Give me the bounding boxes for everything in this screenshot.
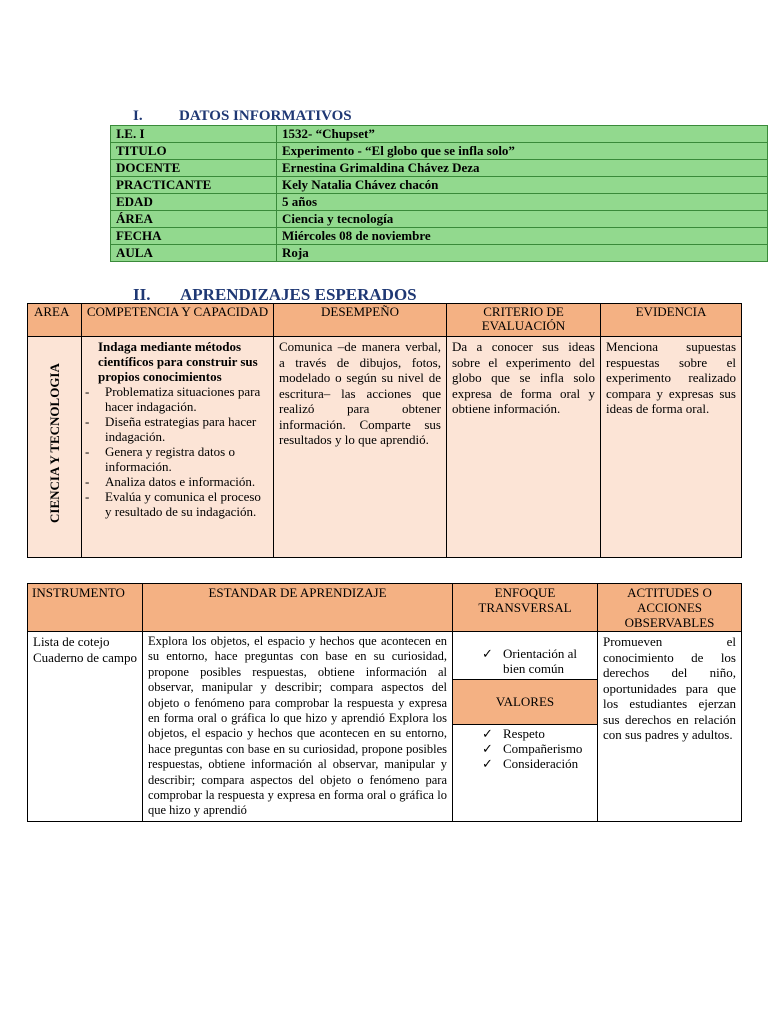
datos-label: EDAD [111,194,277,211]
actitudes-cell: Promueven el conocimiento de los derechos del niño, oportunidades para que los estudiantes ejerzan sus derechos en relación con sus padres y adultos. [598,632,742,822]
table-row [111,211,768,228]
datos-informativos-table [110,125,768,262]
table-row [111,143,768,160]
header-competencia: COMPETENCIA Y CAPACIDAD [82,304,274,337]
header-actitudes: ACTITUDES O ACCIONES OBSERVABLES [598,584,742,632]
datos-value: 5 años [277,194,768,211]
datos-value: Miércoles 08 de noviembre [277,228,768,245]
enfoque-cell [453,632,598,822]
enfoque-top [453,632,597,680]
list-item [453,756,597,771]
table-row [111,194,768,211]
header-criterio: CRITERIO DE EVALUACIÓN [447,304,601,337]
instrumento-item: Cuaderno de campo [33,649,137,665]
section-heading-datos [133,108,352,125]
area-cell [28,337,82,558]
header-estandar: ESTANDAR DE APRENDIZAJE [143,584,453,632]
list-item: - Problematiza situaciones para hacer indagación. [82,384,268,414]
check-icon: ✓ [482,726,493,741]
section-title: DATOS INFORMATIVOS [179,108,352,124]
header-evidencia: EVIDENCIA [601,304,742,337]
datos-value: Roja [277,245,768,262]
header-desempeno: DESEMPEÑO [274,304,447,337]
datos-label: I.E. I [111,126,277,143]
check-icon: ✓ [482,646,493,661]
valores-list [453,726,597,771]
datos-label: PRACTICANTE [111,177,277,194]
section-numeral: I. [133,108,143,124]
list-item: - Genera y registra datos o información. [82,444,268,474]
check-icon: ✓ [482,756,493,771]
evidencia-cell: Menciona supuestas respuestas sobre el experimento realizado compara y expresas sus ideas de forma oral. [601,337,742,558]
datos-label: TITULO [111,143,277,160]
section-numeral: II. [133,285,151,304]
competencia-title: Indaga mediante métodos científicos para construir sus propios conocimientos [98,339,258,384]
instrumento-table [27,583,742,822]
datos-value: 1532- “Chupset” [277,126,768,143]
list-item [453,741,597,756]
list-item: - Evalúa y comunica el proceso y resultado de su indagación. [82,489,268,519]
competencia-cell [82,337,274,558]
table-row [111,160,768,177]
header-enfoque: ENFOQUE TRANSVERSAL [453,584,598,632]
capacidades-list [82,384,268,519]
enfoque-item: Orientación al bien común [503,646,577,676]
valores-label: VALORES [453,680,597,725]
table-row [111,126,768,143]
datos-label: DOCENTE [111,160,277,177]
datos-label: ÁREA [111,211,277,228]
header-area: AREA [28,304,82,337]
table-row [111,245,768,262]
section-heading-aprendizajes [133,285,417,305]
datos-value: Ciencia y tecnología [277,211,768,228]
area-label: CIENCIA Y TECNOLOGIA [46,363,62,524]
estandar-cell: Explora los objetos, el espacio y hechos que acontecen en su entorno, hace preguntas con base en su curiosidad, propone posibles respuestas, obtiene información al observar, manipular y describir; compara aspectos del objeto o fenómeno para comprobar la respuesta y expresa en forma oral o gráfica lo que hizo y aprendió Explora los objetos, el espacio y hechos que acontecen en su entorno, hace preguntas con base en su curiosidad, propone posibles respuestas, obtiene información al observar, manipular y describir; compara aspectos del objeto o fenómeno para comprobar la respuesta y expresa en forma oral o gráfica lo que hizo y aprendió [143,632,453,822]
datos-label: FECHA [111,228,277,245]
criterio-cell: Da a conocer sus ideas sobre el experimento del globo que se infla solo expresa de forma oral y obtiene información. [447,337,601,558]
datos-label: AULA [111,245,277,262]
aprendizajes-table [27,303,742,558]
desempeno-cell: Comunica –de manera verbal, a través de dibujos, fotos, modelado o según su nivel de escritura– las acciones que realizó para obtener información. Comparte sus resultados y lo que aprendió. [274,337,447,558]
table-row [111,177,768,194]
valor-item: Compañerismo [503,741,583,756]
header-instrumento: INSTRUMENTO [28,584,143,632]
valor-item: Respeto [503,726,545,741]
instrumento-cell [28,632,143,822]
list-item: - Diseña estrategias para hacer indagación. [82,414,268,444]
list-item [453,646,593,676]
enfoque-list [453,646,593,676]
section-title: APRENDIZAJES ESPERADOS [180,285,417,304]
datos-value: Ernestina Grimaldina Chávez Deza [277,160,768,177]
check-icon: ✓ [482,741,493,756]
datos-value: Experimento - “El globo que se infla solo” [277,143,768,160]
list-item [453,726,597,741]
list-item: - Analiza datos e información. [82,474,268,489]
instrumento-item: Lista de cotejo [33,634,110,649]
datos-value: Kely Natalia Chávez chacón [277,177,768,194]
table-row [111,228,768,245]
valor-item: Consideración [503,756,579,771]
